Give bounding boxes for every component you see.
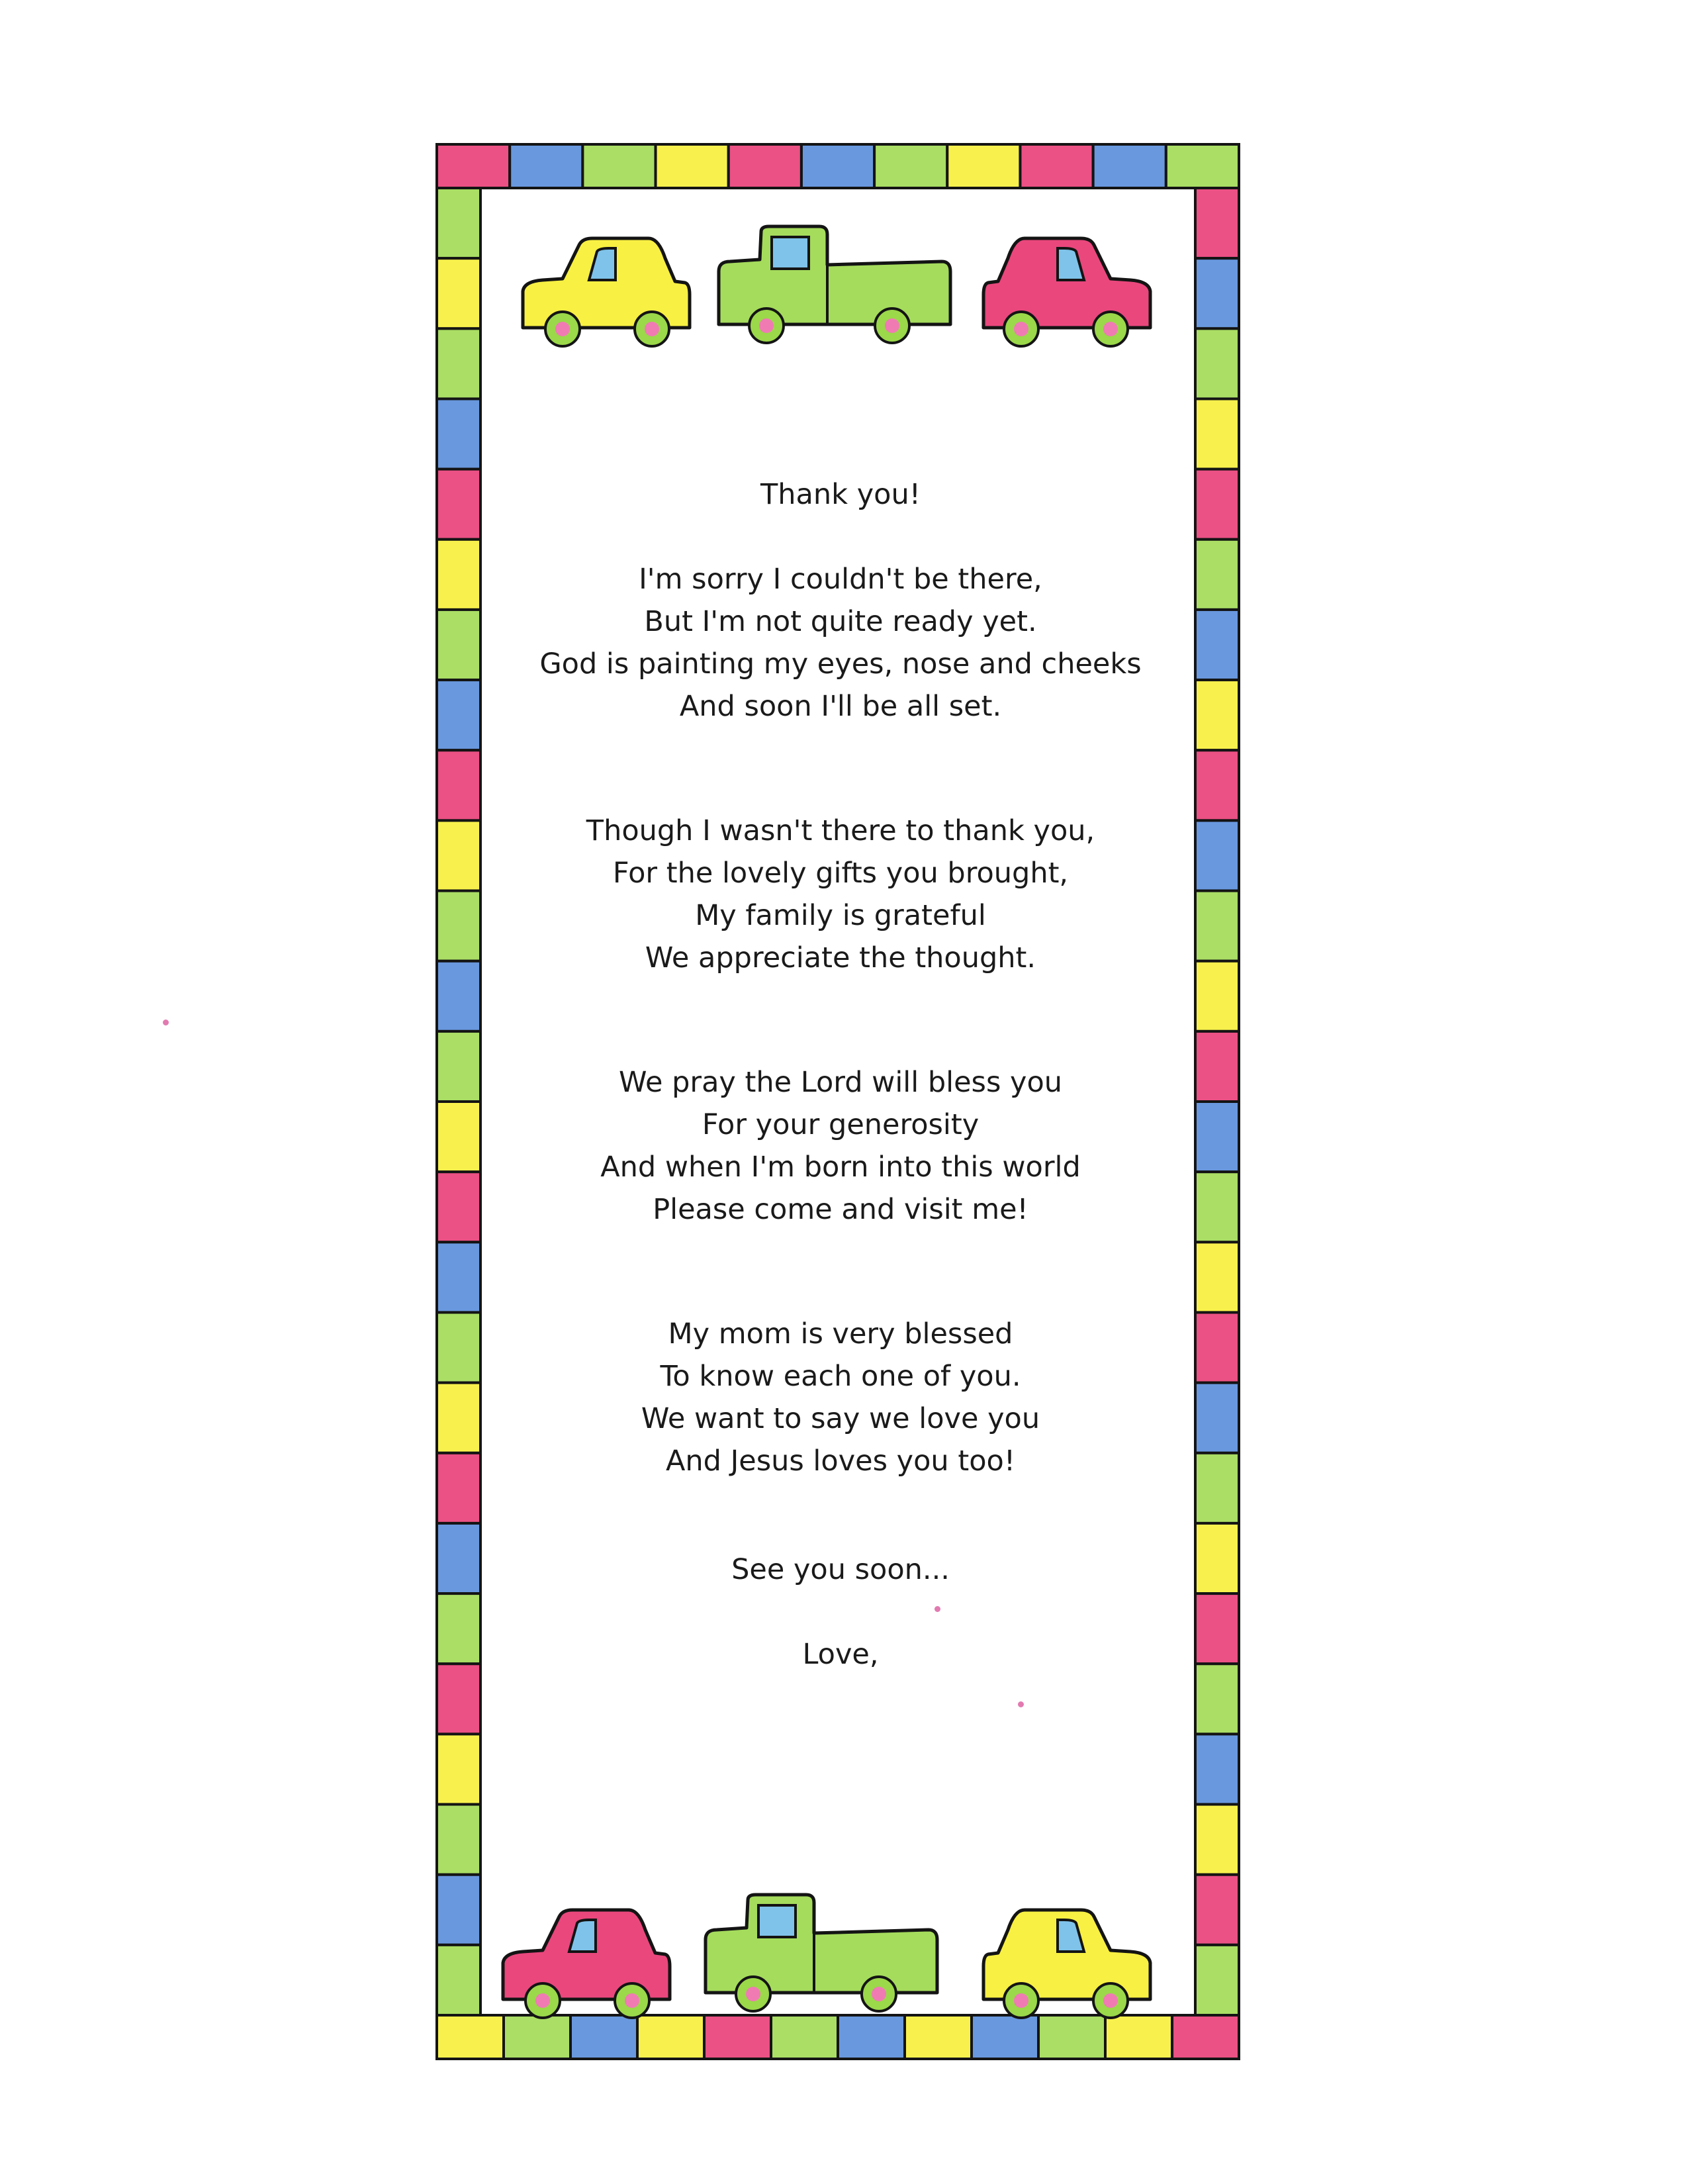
border-tile: [1195, 750, 1239, 820]
border-tile: [1195, 1102, 1239, 1172]
wheel-hub: [535, 1993, 550, 2008]
border-tile: [1195, 610, 1239, 680]
border-tile: [437, 750, 480, 820]
border-tile: [437, 328, 480, 399]
border-tile: [905, 2015, 972, 2059]
wheel-hub: [1103, 1993, 1118, 2008]
border-tile: [1195, 1031, 1239, 1102]
poem-line: God is painting my eyes, nose and cheeks: [539, 647, 1142, 681]
border-tile: [437, 1242, 480, 1312]
border-tile: [1038, 2015, 1105, 2059]
stanza-3: [490, 1061, 1191, 1231]
border-tile: [437, 144, 510, 188]
border-tile: [838, 2015, 905, 2059]
border-tile: [801, 144, 874, 188]
green-truck-icon: [706, 1895, 937, 2011]
wheel-hub: [759, 318, 774, 333]
border-tile: [437, 1734, 480, 1804]
border-tile: [1195, 469, 1239, 540]
border-tile: [1195, 188, 1239, 258]
border-tile: [437, 1383, 480, 1453]
border-tile: [874, 144, 947, 188]
yellow-car-icon: [523, 238, 690, 346]
wheel-hub: [872, 1987, 886, 2001]
border-tile: [729, 144, 801, 188]
poem-line: Please come and visit me!: [653, 1193, 1028, 1226]
border-tile: [437, 540, 480, 610]
border-tile: [437, 1031, 480, 1102]
border-tile: [437, 820, 480, 890]
border-tile: [1195, 1664, 1239, 1734]
border-tile: [437, 1593, 480, 1664]
wheel-hub: [555, 322, 570, 336]
closing-line: See you soon...: [731, 1553, 950, 1586]
border-tile: [1195, 258, 1239, 328]
border-tile: [437, 469, 480, 540]
border-tile: [1195, 1312, 1239, 1382]
poem-line: And soon I'll be all set.: [679, 690, 1002, 723]
truck-window: [758, 1905, 796, 1937]
border-tile: [972, 2015, 1038, 2059]
poem-line: We appreciate the thought.: [645, 941, 1036, 974]
poem-line: But I'm not quite ready yet.: [644, 605, 1037, 638]
border-tile: [1093, 144, 1166, 188]
border-tile: [704, 2015, 771, 2059]
wheel-hub: [625, 1993, 639, 2008]
border-tile: [1020, 144, 1093, 188]
border-tile: [1105, 2015, 1172, 2059]
border-tile: [1195, 1523, 1239, 1593]
wheel-hub: [1014, 1993, 1028, 2008]
border-tile: [1195, 961, 1239, 1031]
border-tile: [1195, 1383, 1239, 1453]
poem-line: I'm sorry I couldn't be there,: [639, 563, 1042, 596]
border-tile: [637, 2015, 704, 2059]
border-tile: [437, 680, 480, 750]
border-tile: [510, 144, 582, 188]
border-tile: [504, 2015, 570, 2059]
border-tile: [1195, 820, 1239, 890]
stanza-2: [490, 810, 1191, 979]
ink-speck: [935, 1606, 940, 1612]
ink-speck: [1018, 1701, 1024, 1707]
border-tile: [437, 610, 480, 680]
border-tile: [437, 258, 480, 328]
wheel-hub: [746, 1987, 760, 2001]
truck-window: [772, 237, 809, 269]
green-truck-icon: [719, 226, 950, 343]
poem-title: Thank you!: [760, 478, 921, 511]
border-tile: [1195, 328, 1239, 399]
border-tile: [1195, 1453, 1239, 1523]
wheel-hub: [885, 318, 899, 333]
border-tile: [1195, 1593, 1239, 1664]
border-tile: [437, 188, 480, 258]
signoff-line: Love,: [802, 1638, 879, 1671]
border-tile: [1195, 1172, 1239, 1242]
poem-line: And when I'm born into this world: [600, 1151, 1081, 1184]
border-tile: [947, 144, 1020, 188]
poem-line: We want to say we love you: [641, 1402, 1040, 1435]
border-tile: [437, 1453, 480, 1523]
border-tile: [1195, 680, 1239, 750]
stanza-1: [490, 558, 1191, 728]
border-tile: [437, 1312, 480, 1382]
border-tile: [1195, 1875, 1239, 1945]
border-tile: [437, 1875, 480, 1945]
border-tile: [437, 2015, 504, 2059]
poem-line: My mom is very blessed: [668, 1317, 1013, 1351]
border-tile: [771, 2015, 838, 2059]
poem-line: We pray the Lord will bless you: [618, 1066, 1063, 1099]
border-tile: [1195, 540, 1239, 610]
border-tile: [1195, 1242, 1239, 1312]
wheel-hub: [645, 322, 659, 336]
poem-line: For the lovely gifts you brought,: [612, 857, 1069, 890]
border-tile: [437, 1172, 480, 1242]
border-tile: [437, 891, 480, 961]
poem-text: [490, 473, 1191, 1676]
poem-line: My family is grateful: [695, 899, 986, 932]
border-tile: [1195, 1945, 1239, 2015]
wheel-hub: [1103, 322, 1118, 336]
border-tile: [437, 1805, 480, 1875]
poem-line: For your generosity: [702, 1108, 980, 1141]
border-tile: [437, 1664, 480, 1734]
poem-line: To know each one of you.: [660, 1360, 1021, 1393]
border-tile: [437, 961, 480, 1031]
yellow-car-icon: [983, 1910, 1150, 2018]
border-tile: [582, 144, 655, 188]
border-tile: [437, 399, 480, 469]
wheel-hub: [1014, 322, 1028, 336]
border-tile: [437, 1102, 480, 1172]
ink-speck: [163, 1020, 169, 1025]
pink-car-icon: [983, 238, 1150, 346]
border-tile: [1166, 144, 1239, 188]
border-tile: [1195, 399, 1239, 469]
border-tile: [1172, 2015, 1239, 2059]
poem-line: And Jesus loves you too!: [665, 1445, 1016, 1478]
poem-line: Though I wasn't there to thank you,: [586, 814, 1095, 847]
border-tile: [1195, 891, 1239, 961]
border-tile: [570, 2015, 637, 2059]
border-tile: [1195, 1734, 1239, 1804]
border-tile: [1195, 1805, 1239, 1875]
border-tile: [437, 1945, 480, 2015]
border-tile: [437, 1523, 480, 1593]
border-tile: [656, 144, 729, 188]
stanza-4: [490, 1313, 1191, 1482]
pink-truck-icon: [503, 1910, 670, 2018]
